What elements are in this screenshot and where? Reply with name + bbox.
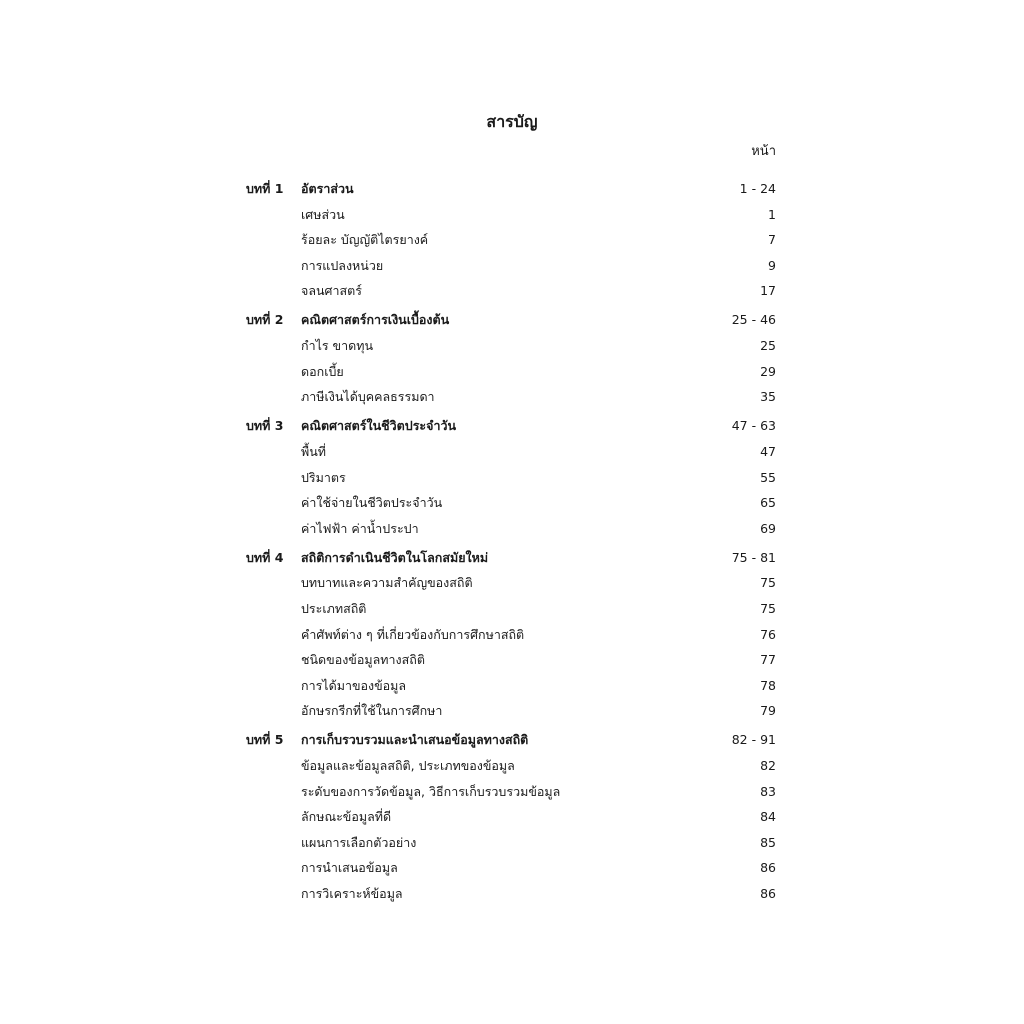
toc-entry-title: การแปลงหน่วย	[301, 257, 384, 273]
page-column-header: หน้า	[751, 144, 776, 159]
toc-chapter-row	[0, 176, 1024, 202]
toc-entry-page: 9	[768, 257, 776, 273]
toc-entry	[0, 333, 1024, 359]
chapter-title: คณิตศาสตร์ในชีวิตประจำวัน	[301, 418, 457, 434]
toc-entry-page: 86	[760, 860, 776, 876]
toc-entry-page: 85	[760, 834, 776, 850]
toc-entry	[0, 278, 1024, 304]
toc-entry-page: 29	[760, 363, 776, 379]
toc-chapter	[0, 176, 1024, 304]
toc-entry	[0, 490, 1024, 516]
toc-entry-page: 7	[768, 232, 776, 248]
toc-entry-page: 17	[760, 283, 776, 299]
toc-chapter-row	[0, 413, 1024, 439]
toc-entry	[0, 753, 1024, 779]
toc-entry-page: 84	[760, 809, 776, 825]
toc-entry	[0, 622, 1024, 648]
chapter-label: บทที่ 5	[246, 732, 284, 748]
toc-entry-page: 83	[760, 783, 776, 799]
toc-entry	[0, 253, 1024, 279]
toc-entry-page: 82	[760, 758, 776, 774]
toc-entry-page: 78	[760, 677, 776, 693]
chapter-page-range: 47 - 63	[731, 418, 776, 434]
toc-entry-title: การวิเคราะห์ข้อมูล	[301, 886, 403, 902]
toc-entry-page: 76	[760, 626, 776, 642]
toc-entry	[0, 227, 1024, 253]
toc-entry	[0, 384, 1024, 410]
chapter-title: สถิติการดำเนินชีวิตในโลกสมัยใหม่	[301, 549, 489, 565]
toc-entry-title: ค่าไฟฟ้า ค่าน้ำประปา	[301, 520, 419, 536]
toc-chapter	[0, 727, 1024, 906]
toc-entry	[0, 465, 1024, 491]
table-of-contents	[0, 176, 1024, 907]
toc-entry-title: พื้นที่	[301, 443, 327, 459]
toc-entry	[0, 830, 1024, 856]
chapter-label: บทที่ 2	[246, 312, 284, 328]
page-title: สารบัญ	[486, 112, 538, 131]
toc-entry-title: ร้อยละ บัญญัติไตรยางค์	[301, 232, 429, 248]
toc-chapter-row	[0, 545, 1024, 571]
toc-entry-title: ชนิดของข้อมูลทางสถิติ	[301, 652, 425, 668]
toc-entry-page: 75	[760, 575, 776, 591]
toc-entry-title: ลักษณะข้อมูลที่ดี	[301, 809, 392, 825]
toc-entry	[0, 804, 1024, 830]
toc-entry-title: ดอกเบี้ย	[301, 363, 344, 379]
toc-entry-title: การได้มาของข้อมูล	[301, 677, 407, 693]
toc-entry	[0, 855, 1024, 881]
toc-entry	[0, 359, 1024, 385]
toc-entry-title: เศษส่วน	[301, 206, 345, 222]
toc-entry-title: บทบาทและความสำคัญของสถิติ	[301, 575, 473, 591]
toc-entry-page: 75	[760, 601, 776, 616]
toc-entry	[0, 647, 1024, 673]
toc-entry-page: 1	[768, 206, 776, 222]
toc-chapter-row	[0, 727, 1024, 753]
toc-entry-title: คำศัพท์ต่าง ๆ ที่เกี่ยวข้องกับการศึกษาสถิติ	[301, 626, 525, 642]
toc-entry-title: ภาษีเงินได้บุคคลธรรมดา	[301, 389, 435, 405]
toc-chapter-row	[0, 307, 1024, 333]
toc-entry-title: ค่าใช้จ่ายในชีวิตประจำวัน	[301, 495, 443, 511]
toc-chapter	[0, 413, 1024, 541]
chapter-page-range: 75 - 81	[731, 549, 776, 565]
chapter-label: บทที่ 1	[246, 181, 284, 196]
toc-entry	[0, 673, 1024, 699]
toc-entry	[0, 570, 1024, 596]
toc-entry	[0, 779, 1024, 805]
toc-entry-page: 86	[760, 886, 776, 902]
chapter-page-range: 1 - 24	[739, 181, 776, 196]
toc-entry	[0, 516, 1024, 542]
toc-entry-page: 65	[760, 495, 776, 511]
toc-entry	[0, 881, 1024, 907]
toc-entry-page: 69	[760, 520, 776, 536]
toc-entry	[0, 202, 1024, 228]
toc-entry-title: ประเภทสถิติ	[301, 601, 367, 616]
toc-entry-title: อักษรกรีกที่ใช้ในการศึกษา	[301, 703, 443, 719]
chapter-label: บทที่ 3	[246, 418, 284, 434]
toc-entry-title: กำไร ขาดทุน	[301, 338, 374, 354]
toc-entry	[0, 698, 1024, 724]
toc-entry-title: แผนการเลือกตัวอย่าง	[301, 834, 417, 850]
chapter-page-range: 82 - 91	[731, 732, 776, 748]
toc-entry-title: ระดับของการวัดข้อมูล, วิธีการเก็บรวบรวมข้อมูล	[301, 783, 561, 799]
chapter-title: คณิตศาสตร์การเงินเบื้องต้น	[301, 312, 450, 328]
chapter-page-range: 25 - 46	[731, 312, 776, 328]
toc-entry-title: จลนศาสตร์	[301, 283, 362, 299]
toc-chapter	[0, 307, 1024, 409]
toc-entry-page: 55	[760, 469, 776, 485]
toc-entry-title: ข้อมูลและข้อมูลสถิติ, ประเภทของข้อมูล	[301, 758, 515, 774]
toc-entry-page: 25	[760, 338, 776, 354]
toc-entry-title: ปริมาตร	[301, 469, 346, 485]
toc-entry-page: 47	[760, 443, 776, 459]
chapter-label: บทที่ 4	[246, 549, 284, 565]
toc-entry	[0, 439, 1024, 465]
toc-entry-page: 79	[760, 703, 776, 719]
toc-chapter	[0, 545, 1024, 724]
toc-entry-page: 35	[760, 389, 776, 405]
chapter-title: อัตราส่วน	[301, 181, 354, 196]
toc-entry-title: การนำเสนอข้อมูล	[301, 860, 398, 876]
chapter-title: การเก็บรวบรวมและนำเสนอข้อมูลทางสถิติ	[301, 732, 529, 748]
toc-entry	[0, 596, 1024, 622]
toc-entry-page: 77	[760, 652, 776, 668]
